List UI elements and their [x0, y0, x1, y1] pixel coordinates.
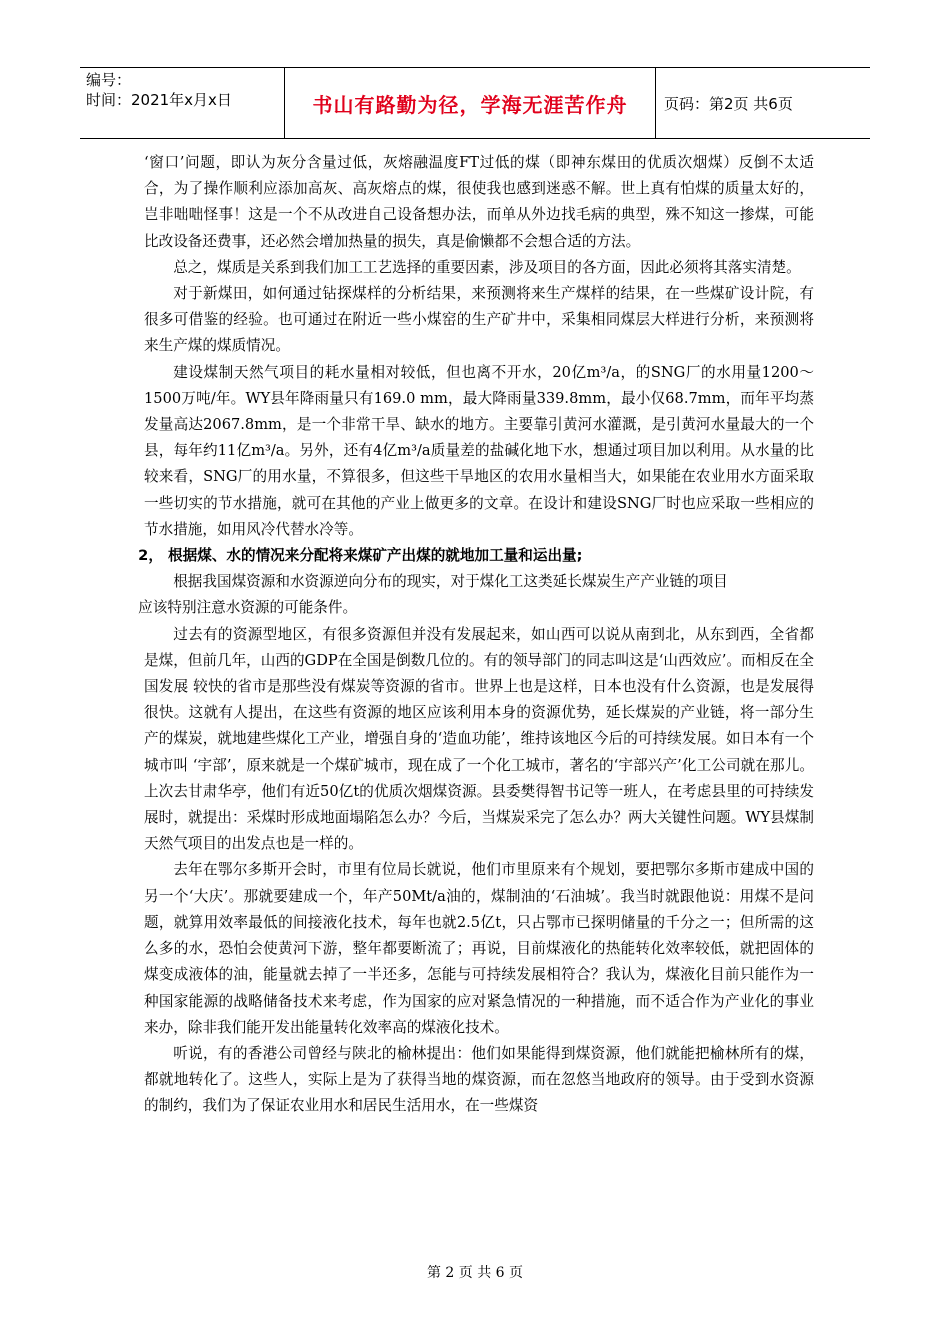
paragraph: ‘窗口’问题，即认为灰分含量过低，灰熔融温度FT过低的煤（即神东煤田的优质次烟煤）反倒不太适合，为了操作顺利应添加高灰、高灰熔点的煤，很使我也感到迷惑不解。世上真有怕煤的质量太好的，岂非咄咄怪事！这是一个不从改进自己设备想办法，而单从外边找毛病的典型，殊不知这一掺煤，可能比改设备还费事，还必然会增加热量的损失，真是偷懒都不会想合适的方法。: [144, 154, 814, 250]
paragraph: 建设煤制天然气项目的耗水量相对较低，但也离不开水，20亿m³/a，的SNG厂的水用量1200～1500万吨/年。WY县年降雨量只有169.0 mm，最大降雨量339.8mm，最小仅68.7mm，而年平均蒸发量高达2067.8mm，是一个非常干旱、缺水的地方。主要靠引黄河水灌溉，是引黄河水量最大的一个县，每年约11亿m³/a。另外，还有4亿m³/a质量差的盐碱化地下水，想通过项目加以利用。从水量的比较来看，SNG厂的用水量，不算很多，但这些干旱地区的农用水量相当大，如果能在农业用水方面采取一些切实的节水措施，就可在其他的产业上做更多的文章。在设计和建设SNG厂时也应采取一些相应的节水措施，如用风冷代替水冷等。: [144, 363, 814, 538]
page-header: [80, 67, 870, 139]
paragraph: 去年在鄂尔多斯开会时，市里有位局长就说，他们市里原来有个规划，要把鄂尔多斯市建成中国的另一个‘大庆’。那就要建成一个，年产50Mt/a油的，煤制油的‘石油城’。我当时就跟他说：用煤不是问题，就算用效率最低的间接液化技术，每年也就2.5亿t，只占鄂市已探明储量的千分之一；但所需的这么多的水，恐怕会使黄河下游，整年都要断流了；再说，目前煤液化的热能转化效率较低，就把固体的煤变成液体的油，能量就去掉了一半还多，怎能与可持续发展相符合？我认为，煤液化目前只能作为一种国家能源的战略储备技术来考虑，作为国家的应对紧急情况的一种措施，而不适合作为产业化的事业来办，除非我们能开发出能量转化效率高的煤液化技术。: [144, 861, 814, 1036]
page-footer: 第 2 页 共 6 页: [426, 1265, 524, 1281]
header-page-info: 页码：第2页 共6页: [664, 94, 793, 113]
section-heading: 2， 根据煤、水的情况来分配将来煤矿产出煤的就地加工量和运出量;: [138, 547, 583, 565]
section-intro: 根据我国煤资源和水资源逆向分布的现实，对于煤化工这类延长煤炭生产产业链的项目: [173, 573, 728, 591]
header-motto: 书山有路勤为径，学海无涯苦作舟: [285, 68, 656, 138]
number-label: 编号：: [86, 71, 132, 89]
paragraph: 总之，煤质是关系到我们加工工艺选择的重要因素，涉及项目的各方面，因此必须将其落实清楚。: [173, 258, 801, 276]
paragraph: 对于新煤田，如何通过钻探煤样的分析结果，来预测将来生产煤样的结果，在一些煤矿设计院，有很多可借鉴的经验。也可通过在附近一些小煤窑的生产矿井中，采集相同煤层大样进行分析，来预测将来生产煤的煤质情况。: [144, 285, 814, 355]
document-body: [138, 150, 814, 1120]
paragraph: 过去有的资源型地区，有很多资源但并没有发展起来，如山西可以说从南到北，从东到西，全省都是煤，但前几年，山西的GDP在全国是倒数几位的。有的领导部门的同志叫这是‘山西效应’。而相反在全国发展 较快的省市是那些没有煤炭等资源的省市。世界上也是这样，日本也没有什么资源，也是发展得很快。这就有人提出，在这些有资源的地区应该利用本身的资源优势，延长煤炭的产业链，将一部分生产的煤炭，就地建些煤化工产业，增强自身的‘造血功能’，维持该地区今后的可持续发展。如日本有一个城市叫 ‘宇部’，原来就是一个煤矿城市，现在成了一个化工城市，著名的‘宇部兴产’化工公司就在那儿。上次去甘肃华亭，他们有近50亿t的优质次烟煤资源。县委樊得智书记等一班人，在考虑县里的可持续发展时，就提出：采煤时形成地面塌陷怎么办？今后，当煤炭采完了怎么办？两大关键性问题。WY县煤制天然气项目的出发点也是一样的。: [144, 625, 814, 853]
paragraph: 听说，有的香港公司曾经与陕北的榆林提出：他们如果能得到煤资源，他们就能把榆林所有的煤，都就地转化了。这些人，实际上是为了获得当地的煤资源，而在忽悠当地政府的领导。由于受到水资源的制约，我们为了保证农业用水和居民生活用水，在一些煤资: [144, 1044, 814, 1115]
time-label: 时间：2021年x月x日: [86, 91, 232, 109]
section-intro-continuation: 应该特别注意水资源的可能条件。: [138, 599, 358, 617]
header-meta: [80, 68, 285, 138]
